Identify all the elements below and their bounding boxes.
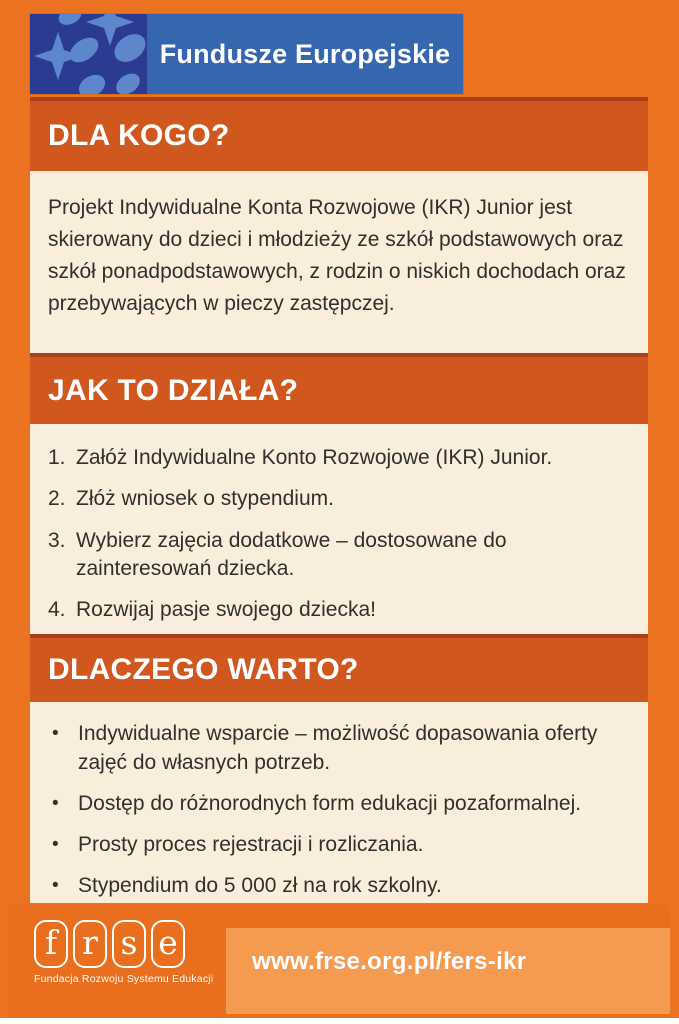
bullet-item: [48, 831, 642, 860]
website-url: www.frse.org.pl/fers-ikr: [252, 948, 527, 975]
step-item: [48, 596, 642, 624]
eu-funds-logo: [30, 14, 147, 94]
step-number: 4.: [48, 598, 66, 622]
bullet-item: [48, 790, 642, 819]
step-item: [48, 485, 642, 513]
frse-letter-box: [73, 920, 107, 968]
section-header-dla-kogo: [30, 97, 648, 171]
section-header-dlaczego-warto: [30, 634, 648, 702]
step-number: 3.: [48, 528, 66, 552]
frse-letter-box: [34, 920, 68, 968]
frse-letter-box: [151, 920, 185, 968]
section-content-jak-to-dziala: [30, 424, 648, 634]
step-number: 2.: [48, 487, 66, 511]
eu-banner-text-area: [147, 14, 463, 94]
frse-logo-boxes: [34, 920, 213, 968]
bullet-marker: •: [52, 792, 59, 814]
frse-logo-caption: Fundacja Rozwoju Systemu Edukacji: [34, 973, 214, 985]
bullet-item: [48, 872, 642, 901]
bullet-text: Prosty proces rejestracji i rozliczania.: [78, 832, 424, 856]
eu-stars-icon: [30, 14, 147, 94]
frse-letter-box: [112, 920, 146, 968]
section-header-jak-to-dziala: [30, 353, 648, 424]
section-content-dlaczego-warto: [30, 702, 648, 903]
frse-letter: f: [44, 922, 58, 962]
step-text: Wybierz zajęcia dodatkowe – dostosowane do zainteresowań dziecka.: [76, 528, 507, 581]
bullet-text: Indywidualne wsparcie – możliwość dopasowania oferty zajęć do własnych potrzeb.: [78, 722, 598, 774]
program-name-label: Fundusze Europejskie: [159, 38, 451, 69]
step-item: [48, 444, 642, 472]
bullet-marker: •: [52, 874, 59, 896]
frse-letter: e: [158, 922, 178, 962]
bullet-item: [48, 720, 642, 778]
website-url-plate: [226, 928, 670, 1014]
section-heading: JAK TO DZIAŁA?: [48, 373, 299, 407]
eu-funds-banner: [30, 14, 463, 94]
bullet-text: Dostęp do różnorodnych form edukacji pozaformalnej.: [78, 791, 582, 815]
who-paragraph: Projekt Indywidualne Konta Rozwojowe (IKR) Junior jest skierowany do dzieci i młodzieży ze szkół podstawowych oraz szkół ponadpodstawowych, z rodzin o niskich dochodach oraz przebywających w pieczy zastępczej.: [48, 196, 626, 315]
bullet-marker: •: [52, 833, 59, 855]
frse-letter: r: [82, 922, 98, 962]
frse-letter: s: [120, 922, 138, 962]
step-text: Załóż Indywidualne Konto Rozwojowe (IKR) Junior.: [76, 446, 553, 469]
section-heading: DLA KOGO?: [48, 119, 230, 152]
bullet-marker: •: [52, 723, 59, 744]
bullet-text: Stypendium do 5 000 zł na rok szkolny.: [78, 873, 442, 897]
step-text: Złóż wniosek o stypendium.: [76, 487, 334, 511]
step-number: 1.: [48, 446, 66, 469]
section-content-dla-kogo: [30, 171, 648, 353]
step-text: Rozwijaj pasje swojego dziecka!: [76, 598, 376, 622]
step-item: [48, 527, 642, 584]
section-heading: DLACZEGO WARTO?: [48, 653, 359, 686]
frse-logo: [34, 920, 213, 985]
footer-bar: [8, 905, 670, 1017]
